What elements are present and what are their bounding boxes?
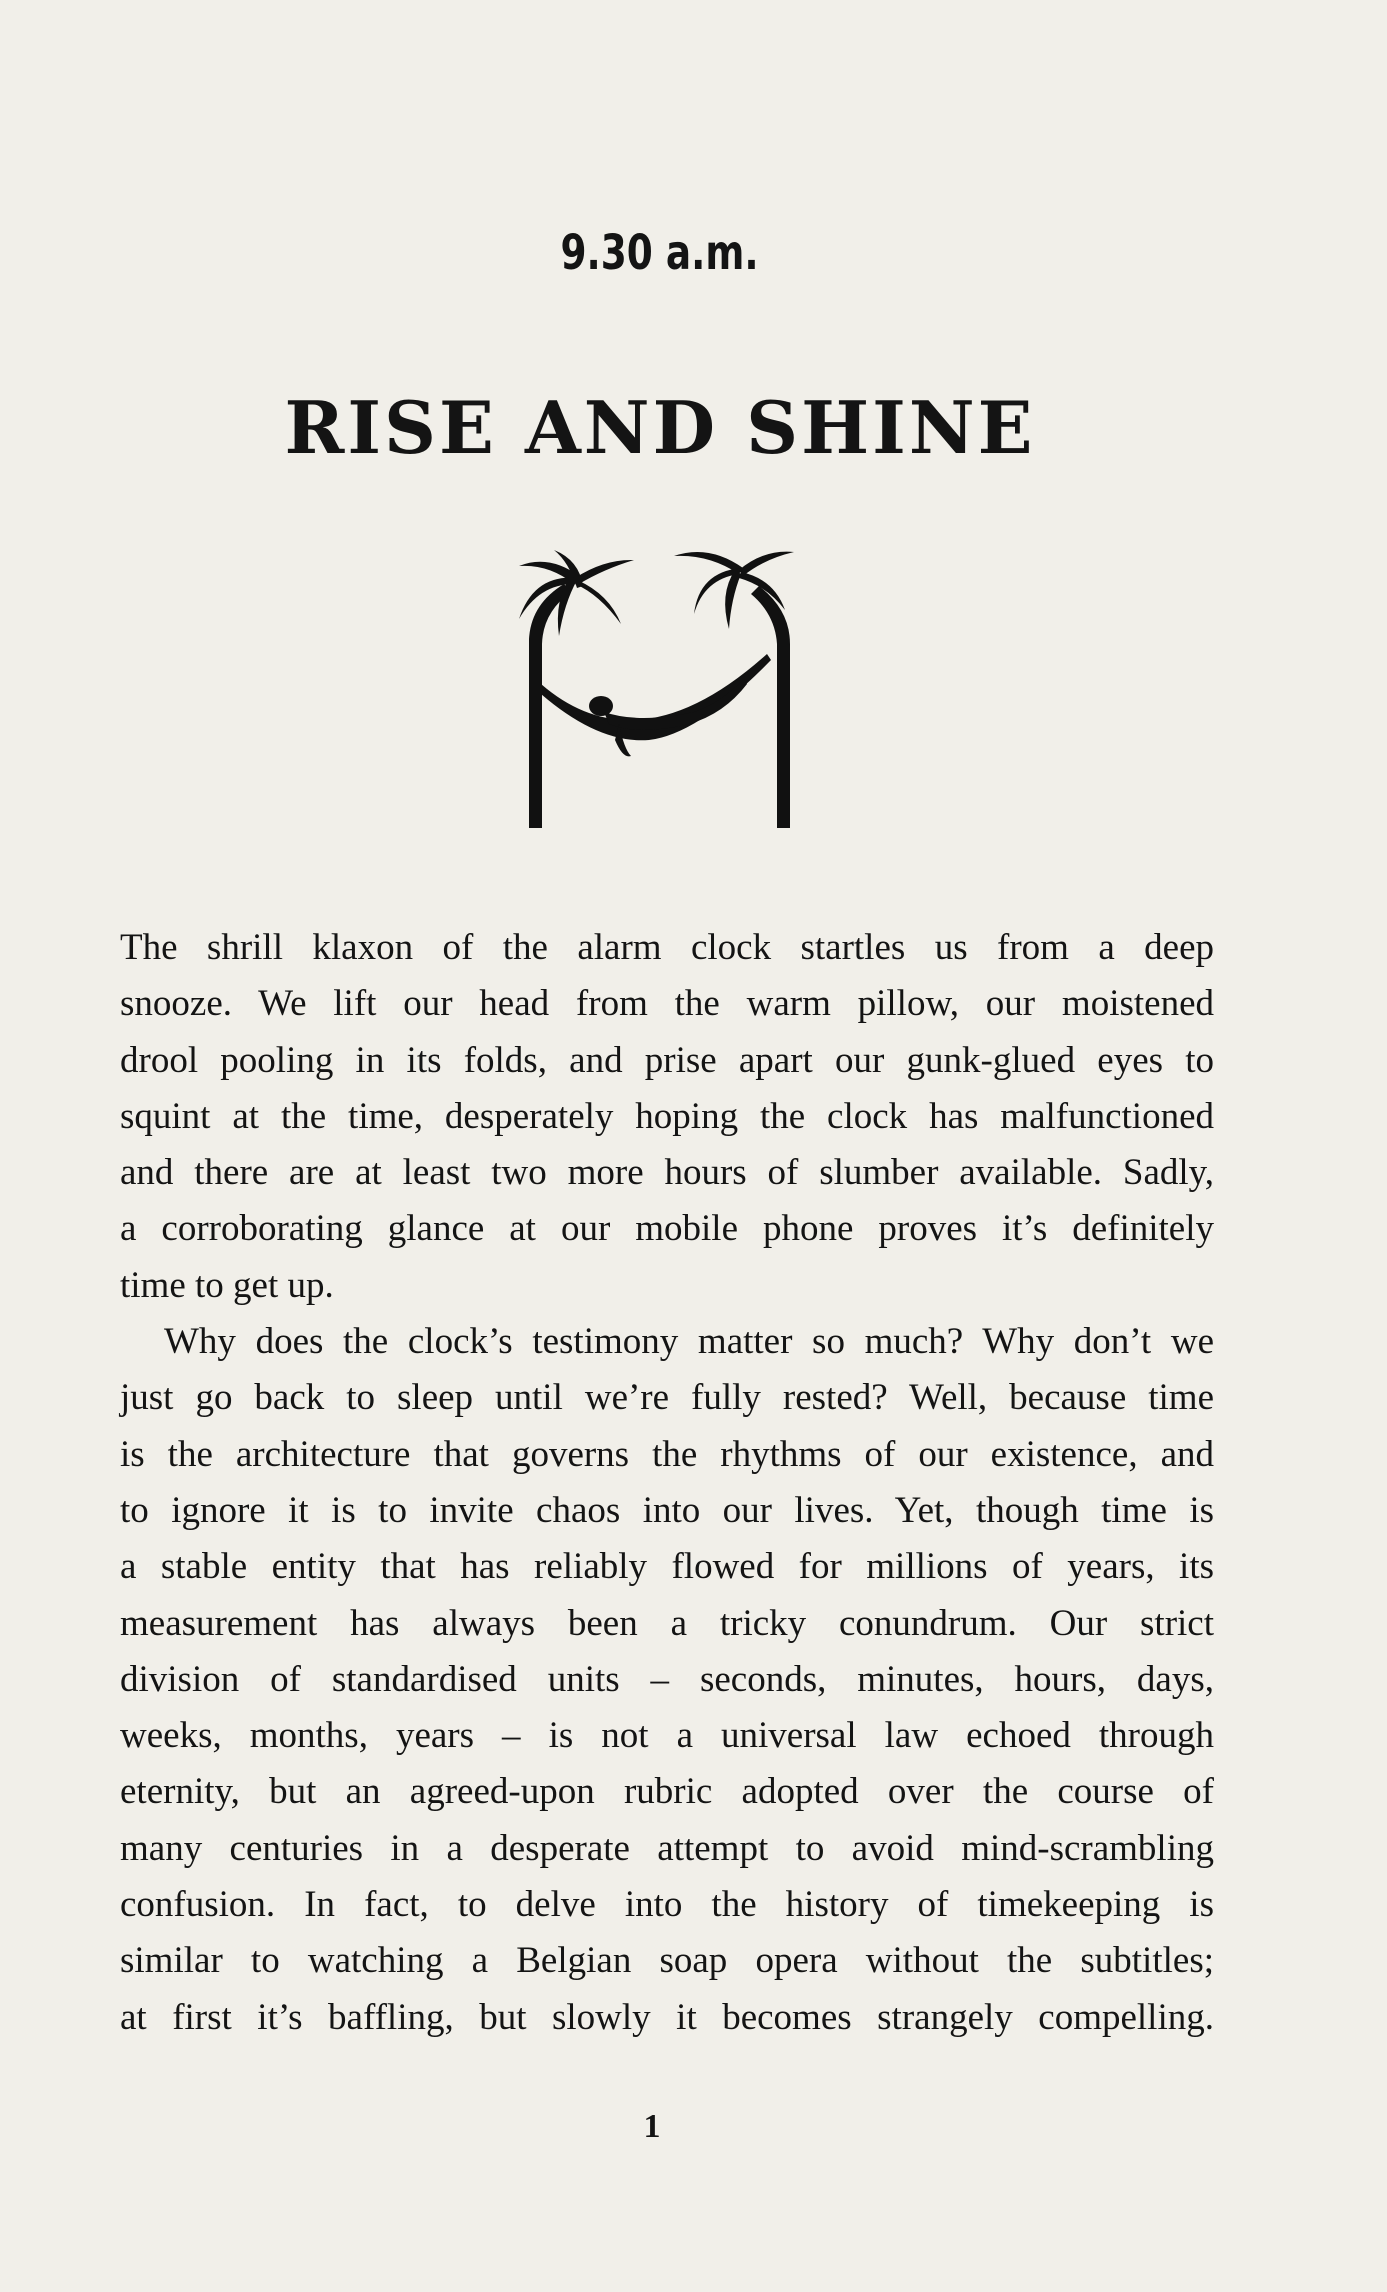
text-line: and there are at least two more hours of slumber available. Sadly, <box>120 1152 1214 1194</box>
body-text <box>120 920 1214 2046</box>
text-line: confusion. In fact, to delve into the history of timekeeping is <box>120 1884 1214 1926</box>
chapter-time: 9.30 a.m. <box>560 225 759 281</box>
text-line: similar to watching a Belgian soap opera without the subtitles; <box>120 1940 1214 1982</box>
text-line: just go back to sleep until we’re fully rested? Well, because time <box>120 1377 1214 1419</box>
text-line: a corroborating glance at our mobile phone proves it’s definitely <box>120 1208 1214 1250</box>
page-number: 1 <box>643 2108 661 2145</box>
text-line: is the architecture that governs the rhythms of our existence, and <box>120 1433 1214 1475</box>
text-line: weeks, months, years – is not a universal law echoed through <box>120 1715 1214 1757</box>
text-line: at first it’s baffling, but slowly it becomes strangely compelling. <box>120 1996 1214 2038</box>
text-line: division of standardised units – seconds, minutes, hours, days, <box>120 1658 1214 1700</box>
text-line: The shrill klaxon of the alarm clock startles us from a deep <box>120 927 1214 968</box>
text-line: drool pooling in its folds, and prise apart our gunk-glued eyes to <box>120 1039 1214 1081</box>
text-line: Why does the clock’s testimony matter so much? Why don’t we <box>164 1321 1214 1363</box>
paragraph-2 <box>120 1314 1214 2046</box>
text-line: eternity, but an agreed-upon rubric adopted over the course of <box>120 1771 1214 1813</box>
text-line: many centuries in a desperate attempt to avoid mind-scrambling <box>120 1827 1214 1869</box>
text-line: to ignore it is to invite chaos into our lives. Yet, though time is <box>120 1489 1214 1531</box>
text-line: squint at the time, desperately hoping the clock has malfunctioned <box>120 1095 1214 1137</box>
text-line: a stable entity that has reliably flowed for millions of years, its <box>120 1546 1214 1588</box>
paragraph-1 <box>120 920 1214 1314</box>
text-line: measurement has always been a tricky conundrum. Our strict <box>120 1602 1214 1644</box>
text-line: snooze. We lift our head from the warm pillow, our moistened <box>120 983 1214 1025</box>
text-line: time to get up. <box>120 1264 334 1306</box>
chapter-title: RISE AND SHINE <box>284 385 1036 470</box>
palm-trees-hammock-icon <box>519 544 801 828</box>
